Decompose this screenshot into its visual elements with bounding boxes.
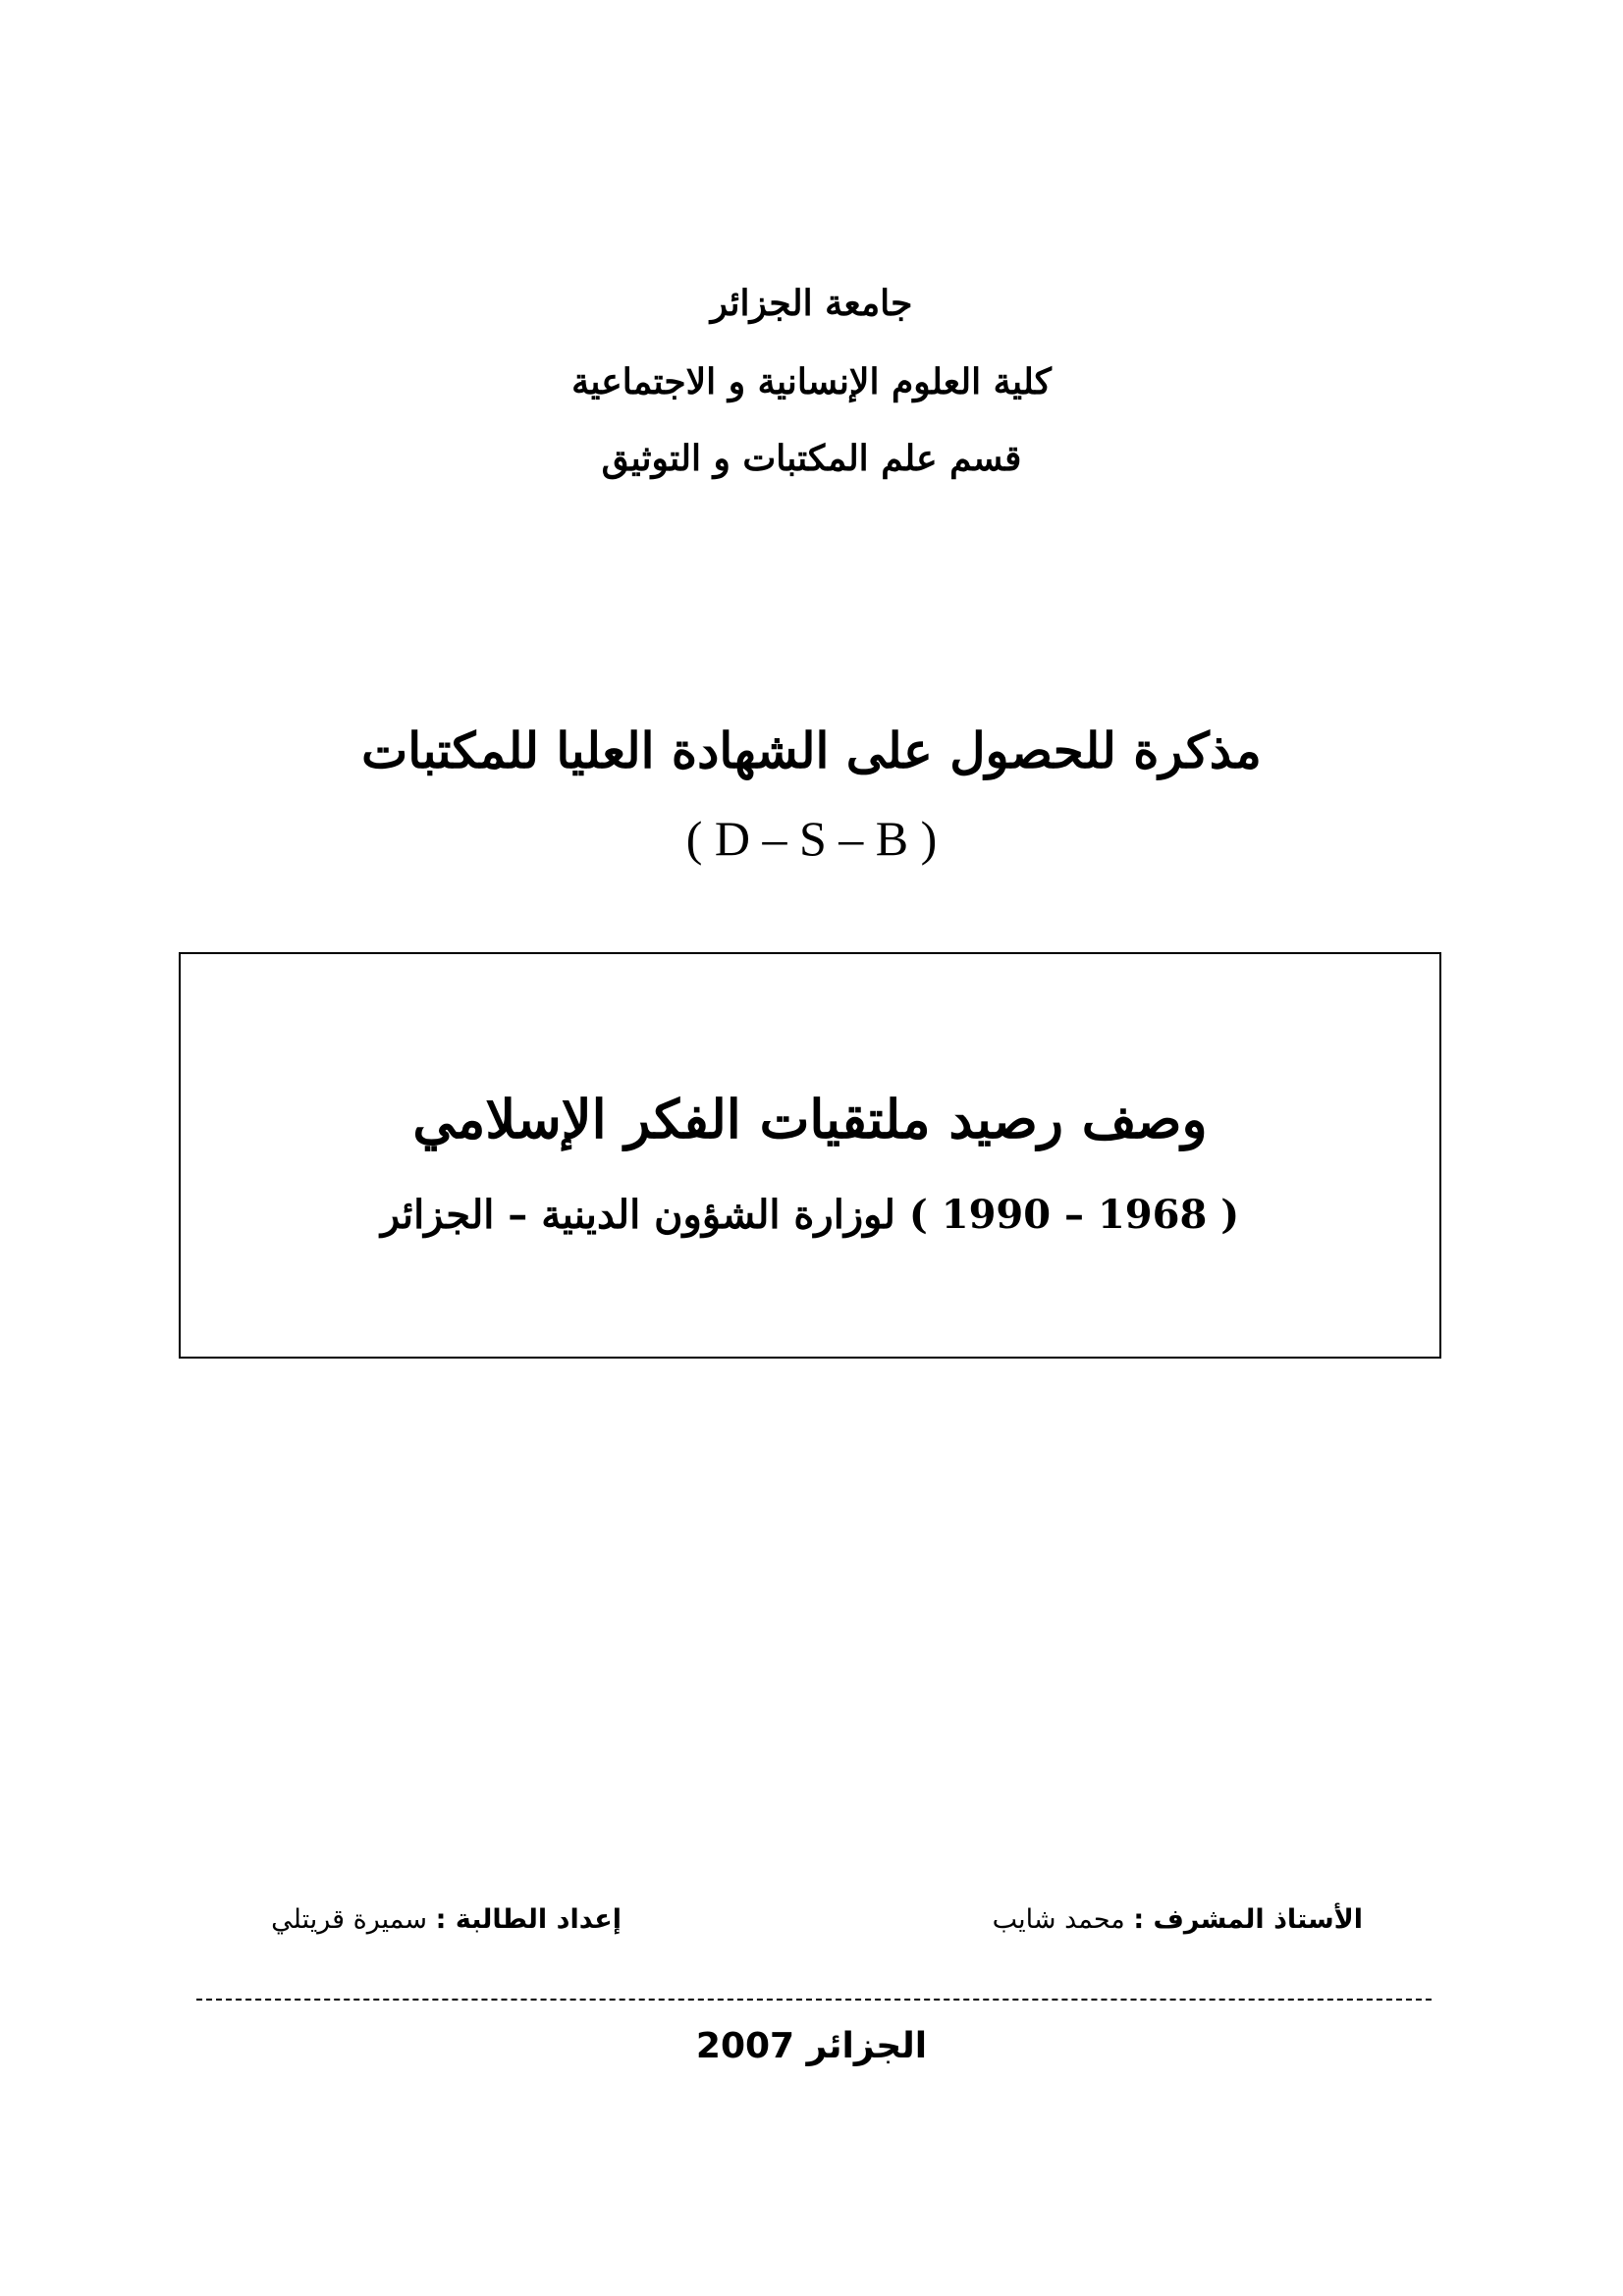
subject-subtitle: ( 1968 – 1990 ) لوزارة الشؤون الدينية – الجزائر	[380, 1192, 1240, 1238]
supervisor-label: الأستاذ المشرف :	[1133, 1904, 1363, 1935]
degree-abbreviation: ( D – S – B )	[685, 811, 938, 866]
footer-place-year: الجزائر 2007	[695, 2026, 928, 2066]
student-label: إعداد الطالبة :	[435, 1904, 622, 1935]
student-name: سميرة قريتلي	[271, 1904, 436, 1935]
faculty-name: كلية العلوم الإنسانية و الاجتماعية	[571, 361, 1052, 402]
university-name: جامعة الجزائر	[710, 283, 913, 324]
department-name: قسم علم المكتبات و التوثيق	[601, 438, 1022, 479]
dashed-divider	[196, 1999, 1432, 2001]
student-credit	[271, 1904, 622, 1935]
subject-title: وصف رصيد ملتقيات الفكر الإسلامي	[412, 1088, 1208, 1150]
thesis-title: مذكرة للحصول على الشهادة العليا للمكتبات	[361, 721, 1262, 779]
supervisor-name: محمد شايب	[992, 1904, 1134, 1935]
subject-box	[179, 952, 1441, 1359]
supervisor-credit	[993, 1904, 1363, 1935]
